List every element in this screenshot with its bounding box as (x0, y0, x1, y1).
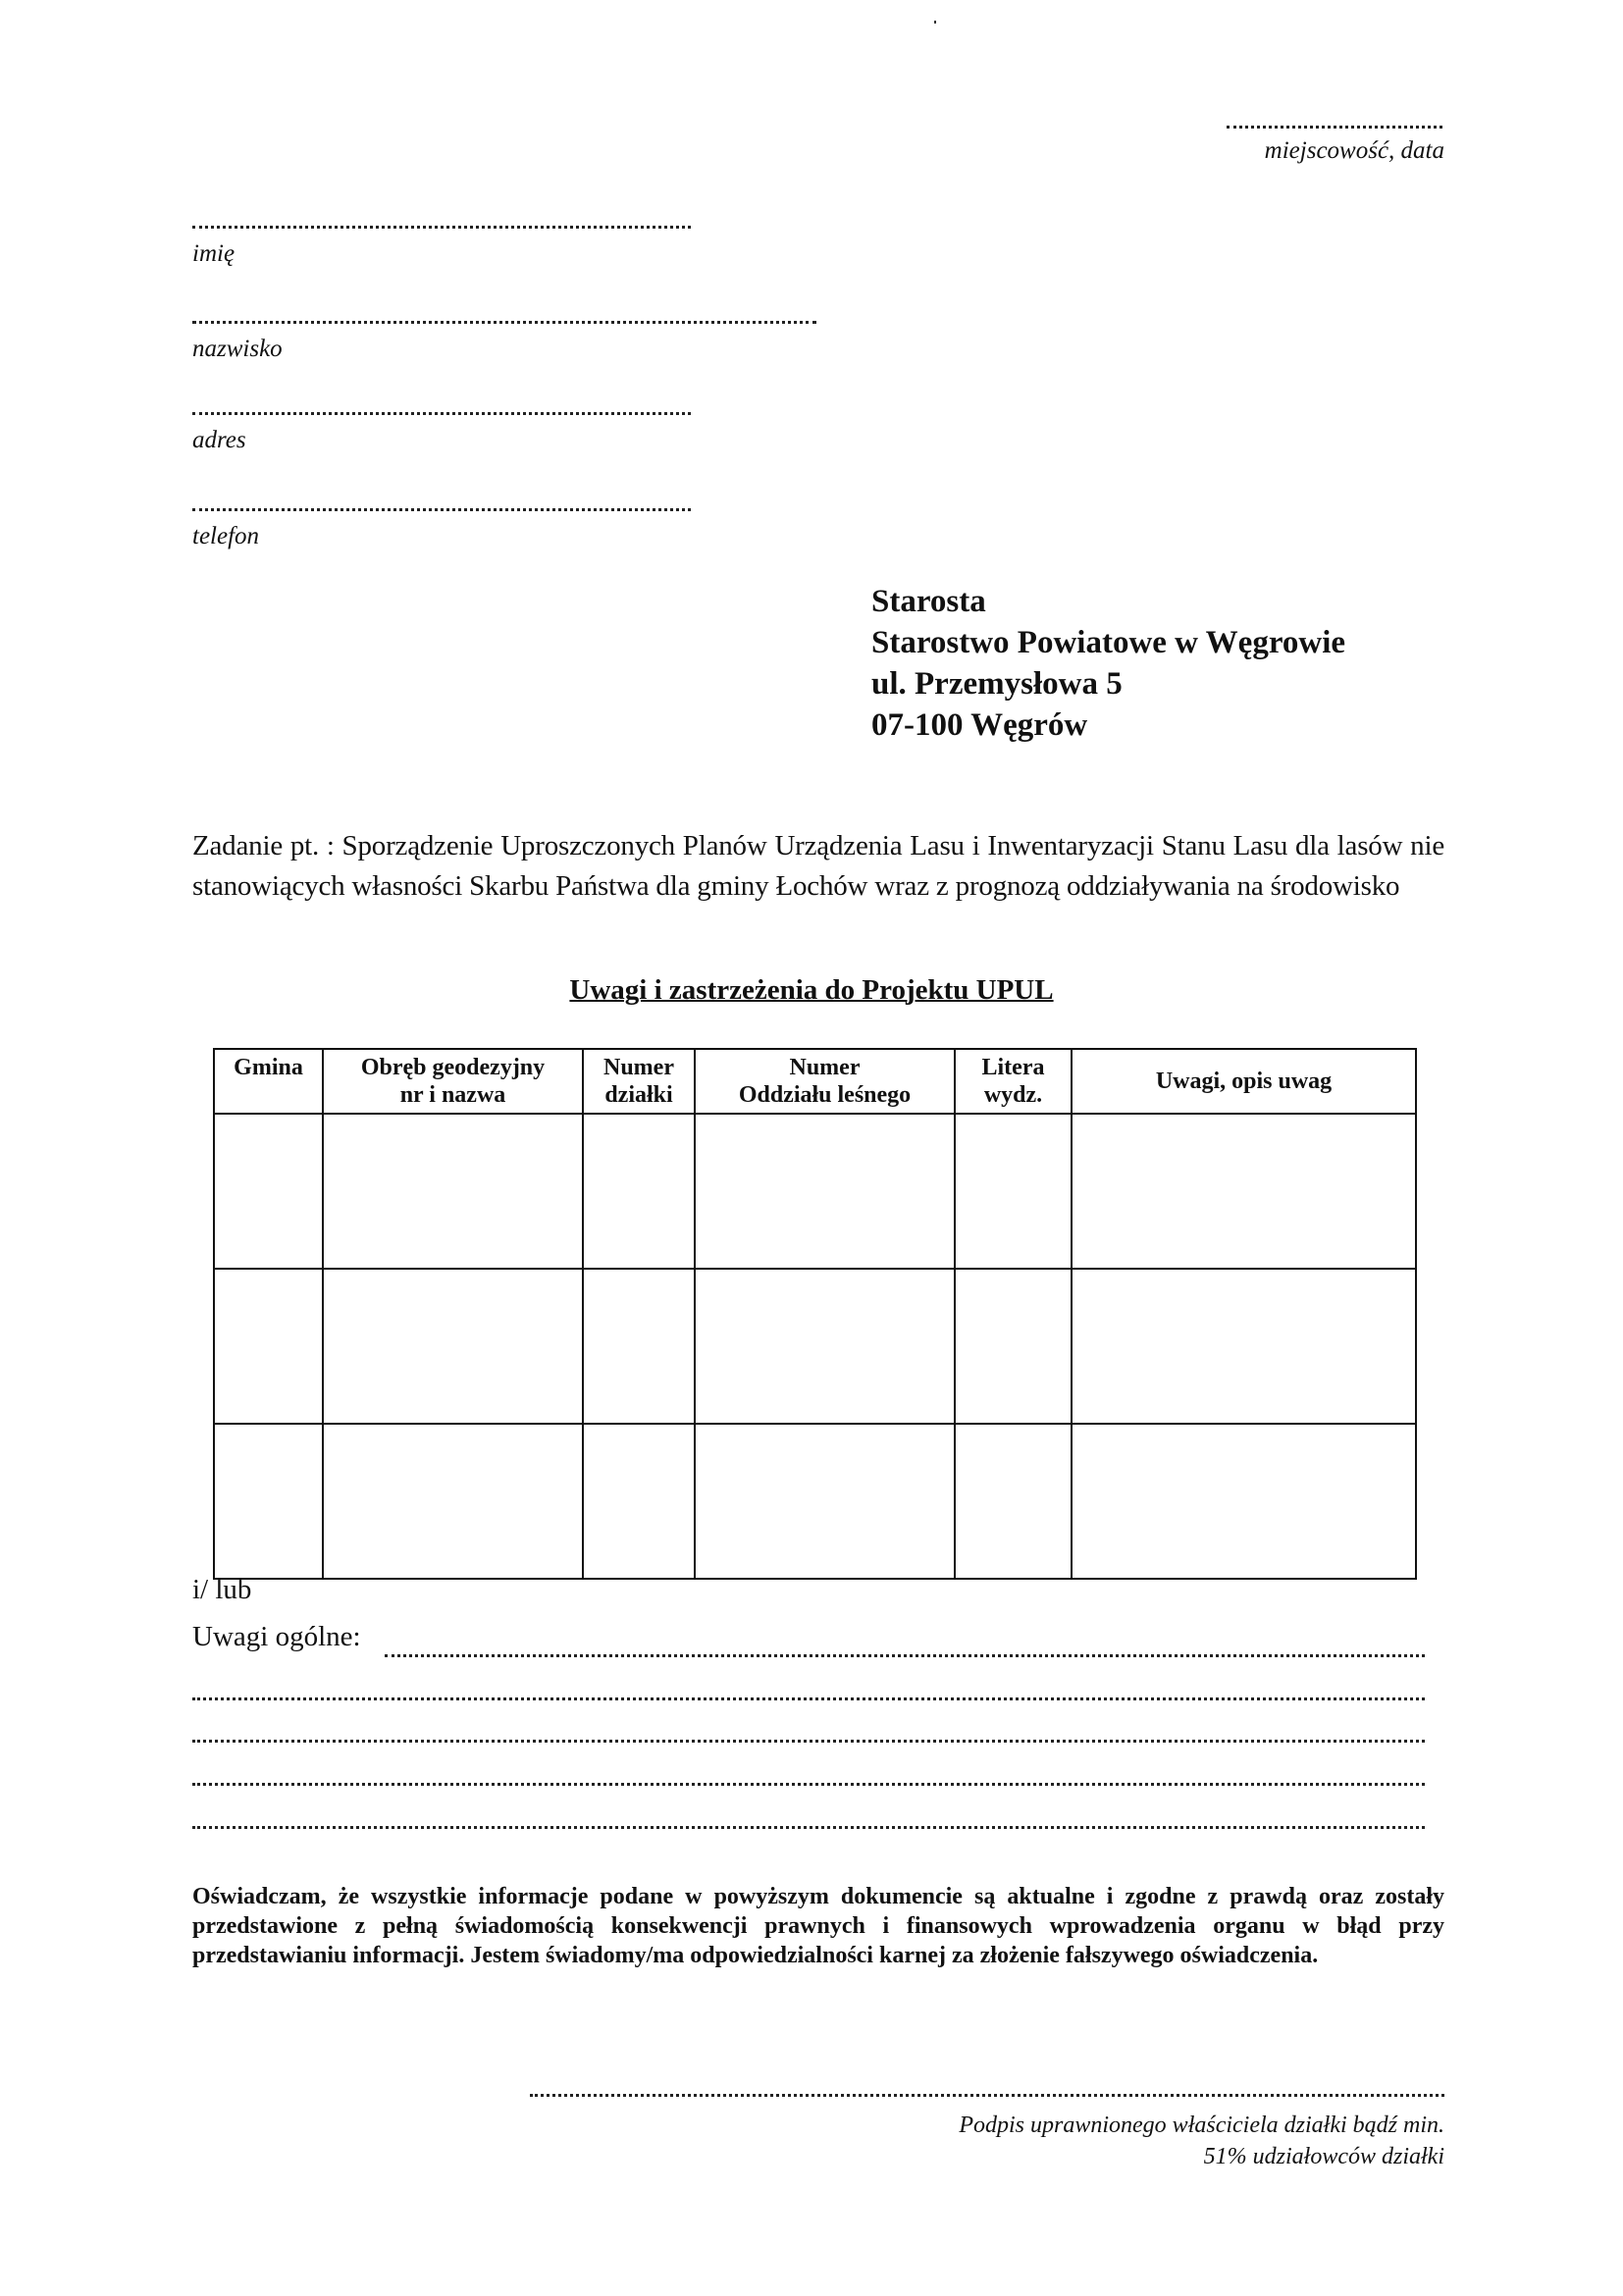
cell-uwagi[interactable] (1072, 1424, 1416, 1579)
general-remarks-line-3[interactable] (192, 1740, 1425, 1743)
cell-numer-oddzialu[interactable] (695, 1114, 955, 1269)
scan-artifact (934, 21, 936, 24)
general-remarks-line-2[interactable] (192, 1697, 1425, 1700)
form-title: Uwagi i zastrzeżenia do Projektu UPUL (569, 974, 1054, 1006)
header-numer-oddzialu: Numer Oddziału leśnego (695, 1049, 955, 1114)
table-row (214, 1269, 1416, 1424)
cell-obreb[interactable] (323, 1269, 583, 1424)
general-remarks-line-4[interactable] (192, 1783, 1425, 1786)
cell-litera[interactable] (955, 1424, 1072, 1579)
last-name-label: nazwisko (192, 336, 283, 362)
header-litera: Litera wydz. (955, 1049, 1072, 1114)
general-remarks-line-1[interactable] (385, 1654, 1425, 1657)
first-name-field[interactable] (192, 226, 691, 229)
cell-numer-dzialki[interactable] (583, 1424, 695, 1579)
address-field[interactable] (192, 412, 691, 415)
recipient-city: 07-100 Węgrów (871, 707, 1088, 743)
signature-label-line-1: Podpis uprawnionego właściciela działki bądź min. (959, 2113, 1444, 2138)
recipient-office: Starostwo Powiatowe w Węgrowie (871, 625, 1346, 660)
cell-litera[interactable] (955, 1269, 1072, 1424)
phone-field[interactable] (192, 508, 691, 511)
header-uwagi: Uwagi, opis uwag (1072, 1049, 1416, 1114)
recipient-address (871, 581, 1345, 746)
cell-numer-dzialki[interactable] (583, 1114, 695, 1269)
recipient-street: ul. Przemysłowa 5 (871, 666, 1123, 702)
task-description: Zadanie pt. : Sporządzenie Uproszczonych Planów Urządzenia Lasu i Inwentaryzacji Stanu Lasu dla lasów nie stanowiących własności Skarbu Państwa dla gminy Łochów wraz z prognozą oddziaływania na środowisko (192, 830, 1444, 902)
signature-label (959, 2110, 1444, 2172)
cell-litera[interactable] (955, 1114, 1072, 1269)
cell-numer-oddzialu[interactable] (695, 1424, 955, 1579)
address-label: adres (192, 427, 246, 453)
signature-field[interactable] (530, 2094, 1444, 2097)
signature-label-line-2: 51% udziałowców działki (1203, 2144, 1444, 2169)
table-header-row (214, 1049, 1416, 1114)
remarks-table (213, 1048, 1417, 1580)
and-or-connector: i/ lub (192, 1574, 252, 1605)
cell-numer-oddzialu[interactable] (695, 1269, 955, 1424)
header-numer-dzialki: Numer działki (583, 1049, 695, 1114)
header-obreb: Obręb geodezyjny nr i nazwa (323, 1049, 583, 1114)
cell-numer-dzialki[interactable] (583, 1269, 695, 1424)
last-name-field[interactable] (192, 321, 816, 324)
phone-label: telefon (192, 523, 260, 549)
table-row (214, 1114, 1416, 1269)
table-row (214, 1424, 1416, 1579)
general-remarks-label: Uwagi ogólne: (192, 1621, 361, 1652)
place-date-field[interactable] (1227, 126, 1442, 129)
recipient-title: Starosta (871, 584, 986, 619)
cell-gmina[interactable] (214, 1424, 323, 1579)
cell-obreb[interactable] (323, 1424, 583, 1579)
declaration-statement: Oświadczam, że wszystkie informacje podane w powyższym dokumencie są aktualne i zgodne z prawdą oraz zostały przedstawione z pełną świadomością konsekwencji prawnych i finansowych wprowadzenia organu w błąd przy przedstawianiu informacji. Jestem świadomy/ma odpowiedzialności karnej za złożenie fałszywego oświadczenia. (192, 1884, 1444, 1968)
cell-uwagi[interactable] (1072, 1114, 1416, 1269)
header-gmina: Gmina (214, 1049, 323, 1114)
cell-gmina[interactable] (214, 1269, 323, 1424)
cell-uwagi[interactable] (1072, 1269, 1416, 1424)
general-remarks-line-5[interactable] (192, 1826, 1425, 1829)
cell-gmina[interactable] (214, 1114, 323, 1269)
place-date-label: miejscowość, data (1264, 137, 1444, 164)
cell-obreb[interactable] (323, 1114, 583, 1269)
first-name-label: imię (192, 240, 236, 267)
